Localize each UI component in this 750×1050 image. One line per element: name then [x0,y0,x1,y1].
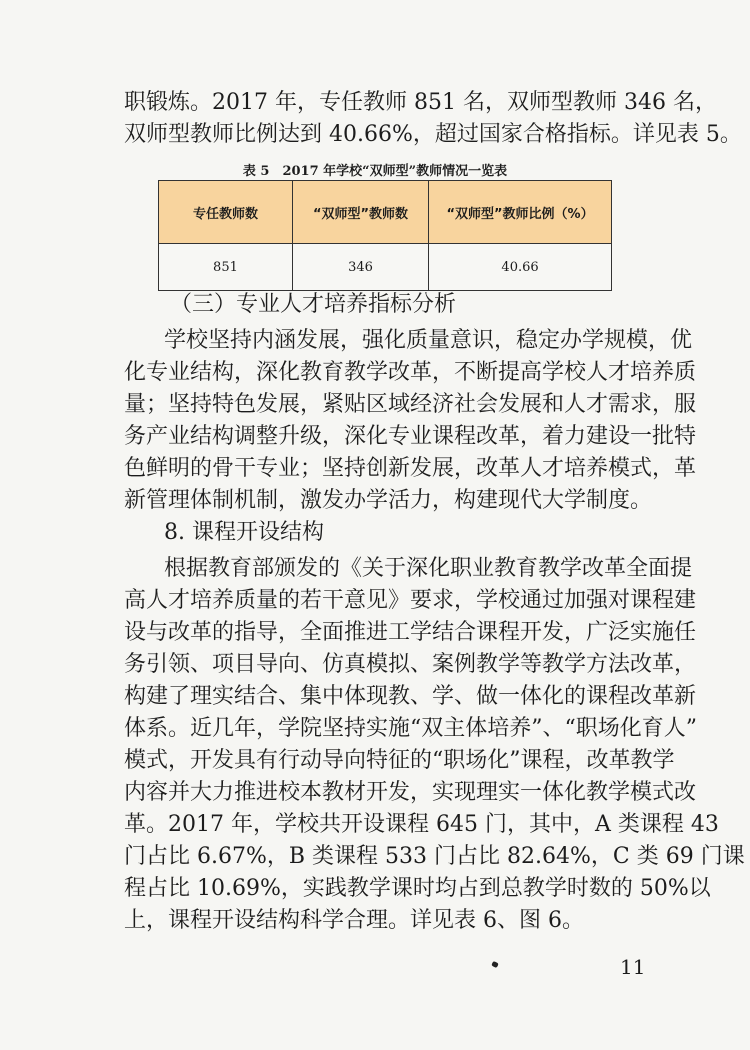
paragraph-line: 务引领、项目导向、仿真模拟、案例教学等教学方法改革， [124,652,697,677]
table-cell: 346 [292,244,428,291]
table-caption: 表 5 2017 年学校“双师型”教师情况一览表 [242,164,508,179]
paragraph-line: 程占比 10.69%，实践教学课时均占到总教学时数的 50%以 [124,876,711,901]
body-line: 双师型教师比例达到 40.66%，超过国家合格指标。详见表 5。 [124,122,742,147]
table-cell: 851 [159,244,293,291]
paragraph-line: 根据教育部颁发的《关于深化职业教育教学改革全面提 [164,556,693,581]
teacher-table [158,180,612,291]
paragraph-line: 务产业结构调整升级，深化专业课程改革，着力建设一批特 [124,424,697,449]
paragraph-line: 内容并大力推进校本教材开发，实现理实一体化教学模式改 [124,780,697,805]
table-header-row [159,181,612,244]
paragraph-line: 高人才培养质量的若干意见》要求，学校通过加强对课程建 [124,588,697,613]
paragraph-line: 量；坚持特色发展，紧贴区域经济社会发展和人才需求，服 [124,392,697,417]
paragraph-line: 学校坚持内涵发展，强化质量意识，稳定办学规模，优 [164,328,693,353]
table-header-cell: 专任教师数 [159,181,293,244]
paragraph-line: 新管理体制机制，激发办学活力，构建现代大学制度。 [124,488,653,513]
table-header-cell: “双师型”教师比例（%） [429,181,612,244]
table-cell: 40.66 [429,244,612,291]
page-number: 11 [620,955,646,979]
ink-speck [491,961,499,968]
paragraph-line: 模式，开发具有行动导向特征的“职场化”课程，改革教学 [124,748,675,773]
paragraph-line: 革。2017 年，学校共开设课程 645 门，其中，A 类课程 43 [124,812,719,837]
paragraph-line: 色鲜明的骨干专业；坚持创新发展，改革人才培养模式，革 [124,456,697,481]
paragraph-line: 上，课程开设结构科学合理。详见表 6、图 6。 [124,908,584,933]
table-header-cell: “双师型”教师数 [292,181,428,244]
subsection-title: 8. 课程开设结构 [164,520,324,545]
paragraph-line: 门占比 6.67%，B 类课程 533 门占比 82.64%，C 类 69 门课 [124,844,745,869]
paragraph-line: 设与改革的指导，全面推进工学结合课程开发，广泛实施任 [124,620,697,645]
paragraph-line: 体系。近几年，学院坚持实施“双主体培养”、“职场化育人” [124,716,697,741]
paragraph-line: 构建了理实结合、集中体现教、学、做一体化的课程改革新 [124,684,697,709]
body-line: 职锻炼。2017 年，专任教师 851 名，双师型教师 346 名， [124,90,717,115]
table-row [159,244,612,291]
paragraph-line: 化专业结构，深化教育教学改革，不断提高学校人才培养质 [124,360,697,385]
section-title: （三）专业人才培养指标分析 [170,292,457,317]
